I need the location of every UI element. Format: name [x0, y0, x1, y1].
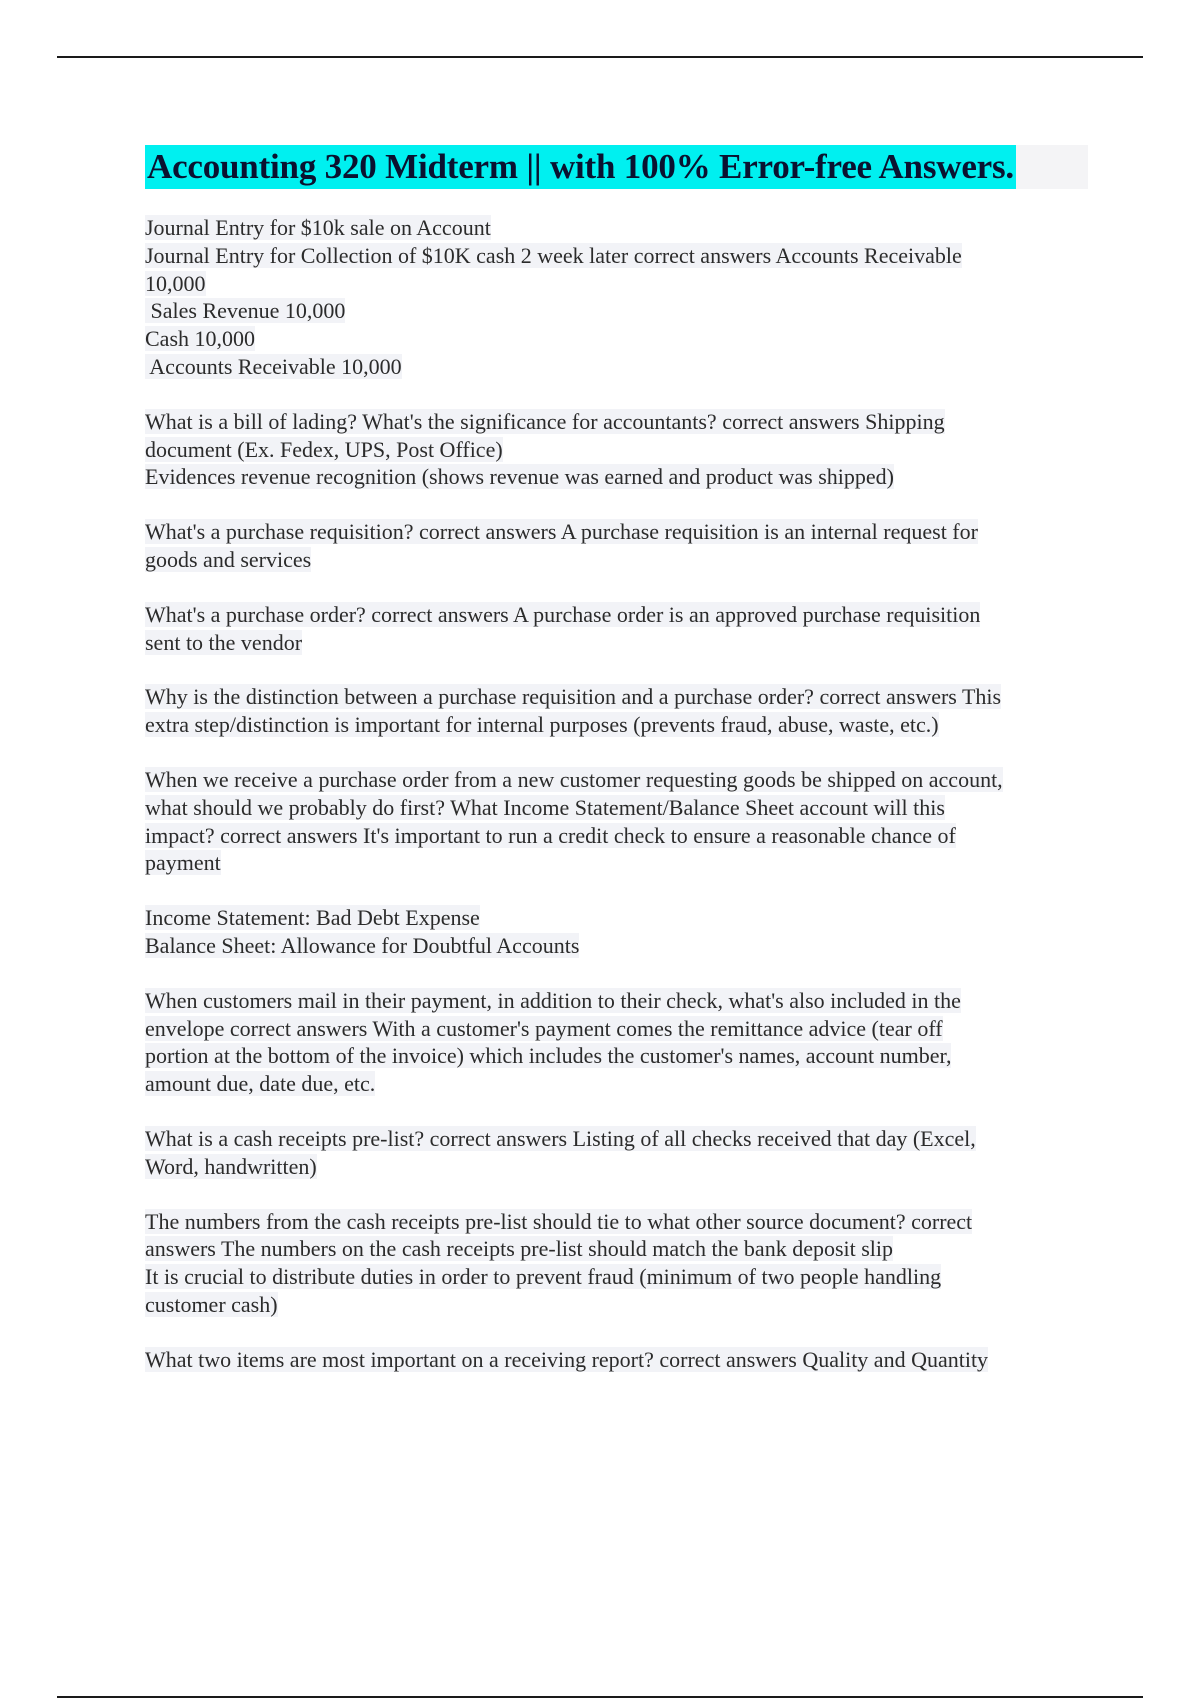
text-line-wrap	[145, 711, 1090, 739]
text-line: extra step/distinction is important for internal purposes (prevents fraud, abuse, waste, etc.)	[145, 712, 939, 738]
text-line: answers The numbers on the cash receipts pre-list should match the bank deposit slip	[145, 1236, 894, 1262]
text-line-wrap	[145, 436, 1090, 464]
text-line: When customers mail in their payment, in addition to their check, what's also included in the	[145, 987, 961, 1013]
text-line: Journal Entry for $10k sale on Account	[145, 215, 491, 240]
text-line: What two items are most important on a receiving report? correct answers Quality and Quantity	[145, 1346, 989, 1372]
text-line-wrap	[145, 629, 1090, 657]
text-line-wrap	[145, 766, 1090, 794]
text-line-wrap	[145, 518, 1090, 546]
qa-paragraph	[145, 683, 1090, 739]
text-line-wrap	[145, 1291, 1090, 1319]
qa-paragraph	[145, 408, 1090, 491]
text-line: What's a purchase order? correct answers A purchase order is an approved purchase requisition	[145, 601, 981, 627]
text-line: sent to the vendor	[145, 629, 303, 655]
text-line-wrap	[145, 1153, 1090, 1181]
text-line-wrap	[145, 408, 1090, 436]
text-line: Why is the distinction between a purchase requisition and a purchase order? correct answers This	[145, 684, 1002, 710]
text-line: What's a purchase requisition? correct answers A purchase requisition is an internal request for	[145, 519, 978, 545]
text-line-wrap	[145, 214, 1090, 242]
text-line-wrap	[145, 1235, 1090, 1263]
text-line-wrap	[145, 932, 1090, 960]
text-line: what should we probably do first? What Income Statement/Balance Sheet account will this	[145, 794, 945, 820]
text-line: impact? correct answers It's important to run a credit check to ensure a reasonable chance of	[145, 822, 956, 848]
text-line-wrap	[145, 297, 1090, 325]
text-line-wrap	[145, 987, 1090, 1015]
text-line: Cash 10,000	[145, 326, 255, 352]
text-line-wrap	[145, 463, 1090, 491]
text-line: goods and services	[145, 546, 312, 572]
text-line: Accounts Receivable 10,000	[145, 353, 402, 379]
text-line: Journal Entry for Collection of $10K cash 2 week later correct answers Accounts Receivable	[145, 242, 962, 268]
text-line-wrap	[145, 353, 1090, 381]
text-line-wrap	[145, 1208, 1090, 1236]
text-line-wrap	[145, 849, 1090, 877]
text-line: It is crucial to distribute duties in order to prevent fraud (minimum of two people handling	[145, 1264, 942, 1290]
text-line: What is a cash receipts pre-list? correct answers Listing of all checks received that day (Excel,	[145, 1125, 976, 1151]
text-line: Income Statement: Bad Debt Expense	[145, 905, 480, 931]
text-line: amount due, date due, etc.	[145, 1071, 376, 1097]
text-line: portion at the bottom of the invoice) which includes the customer's names, account number,	[145, 1043, 952, 1069]
qa-paragraph	[145, 1125, 1090, 1181]
qa-list	[145, 214, 1090, 1374]
text-line-wrap	[145, 1015, 1090, 1043]
text-line-wrap	[145, 1070, 1090, 1098]
text-line: Word, handwritten)	[145, 1153, 317, 1179]
text-line-wrap	[145, 1125, 1090, 1153]
text-line-wrap	[145, 794, 1090, 822]
text-line-wrap	[145, 270, 1090, 298]
document-body	[145, 145, 1090, 1401]
text-line-wrap	[145, 1346, 1090, 1374]
qa-paragraph	[145, 904, 1090, 960]
text-line: envelope correct answers With a customer's payment comes the remittance advice (tear off	[145, 1015, 943, 1041]
qa-paragraph	[145, 214, 1090, 381]
text-line: When we receive a purchase order from a new customer requesting goods be shipped on account,	[145, 766, 1003, 792]
text-line-wrap	[145, 546, 1090, 574]
text-line-wrap	[145, 325, 1090, 353]
text-line: Sales Revenue 10,000	[145, 298, 346, 324]
qa-paragraph	[145, 1208, 1090, 1319]
qa-paragraph	[145, 601, 1090, 657]
text-line: The numbers from the cash receipts pre-list should tie to what other source document? correct	[145, 1208, 973, 1234]
text-line-wrap	[145, 683, 1090, 711]
text-line: 10,000	[145, 270, 206, 296]
qa-paragraph	[145, 766, 1090, 877]
text-line-wrap	[145, 242, 1090, 270]
text-line-wrap	[145, 1263, 1090, 1291]
text-line: payment	[145, 850, 221, 876]
text-line: What is a bill of lading? What's the significance for accountants? correct answers Shipping	[145, 408, 945, 434]
text-line-wrap	[145, 1042, 1090, 1070]
bottom-rule	[57, 1696, 1143, 1698]
text-line-wrap	[145, 904, 1090, 932]
text-line: Evidences revenue recognition (shows revenue was earned and product was shipped)	[145, 464, 894, 490]
text-line-wrap	[145, 822, 1090, 850]
page-title: Accounting 320 Midterm || with 100% Error-free Answers.	[145, 145, 1016, 189]
text-line: Balance Sheet: Allowance for Doubtful Accounts	[145, 932, 580, 958]
text-line-wrap	[145, 601, 1090, 629]
text-line: customer cash)	[145, 1291, 278, 1317]
top-rule	[57, 56, 1143, 58]
qa-paragraph	[145, 518, 1090, 574]
title-band	[145, 145, 1088, 189]
text-line: document (Ex. Fedex, UPS, Post Office)	[145, 436, 503, 462]
qa-paragraph	[145, 1346, 1090, 1374]
qa-paragraph	[145, 987, 1090, 1098]
